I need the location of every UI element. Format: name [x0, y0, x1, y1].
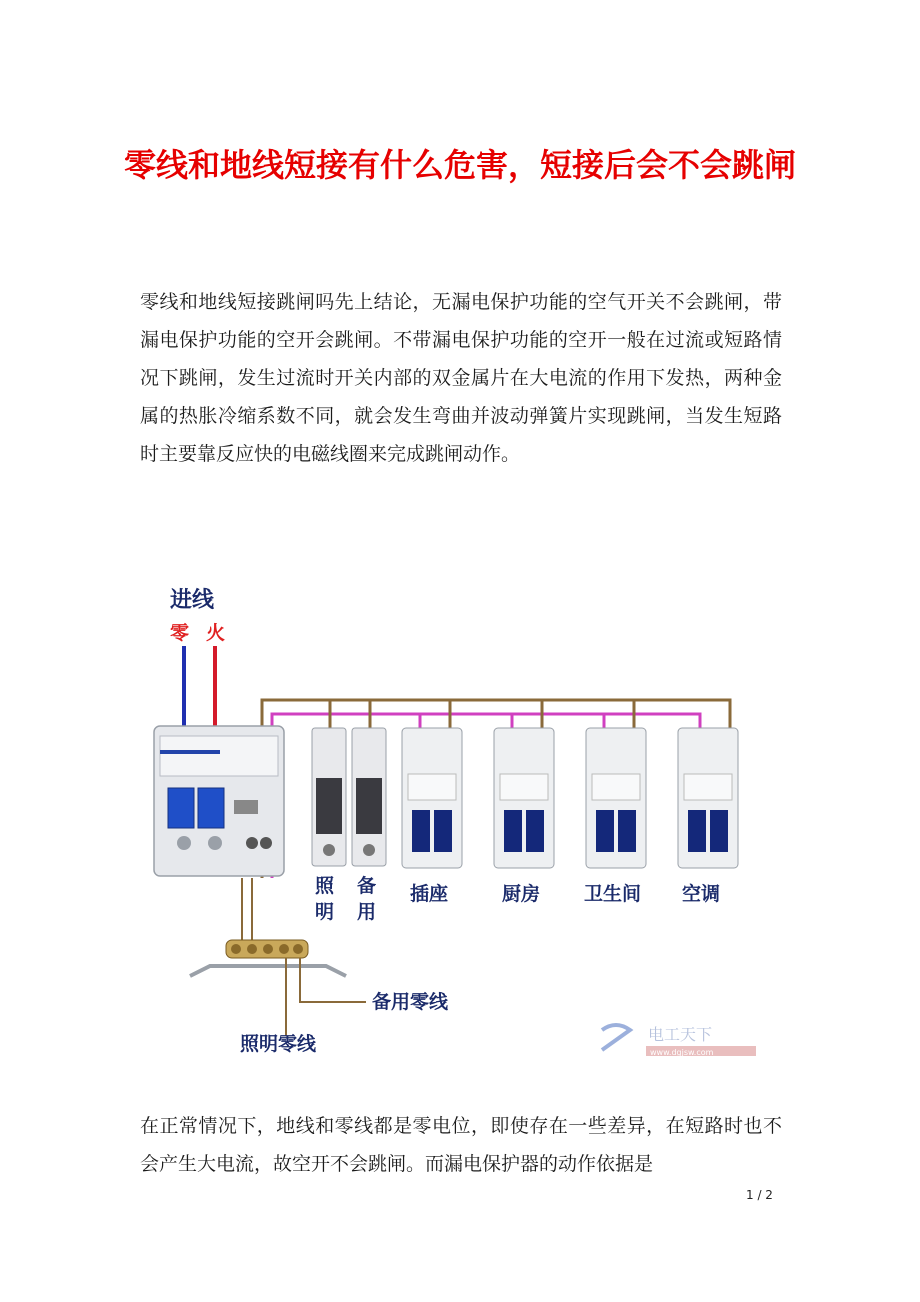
- label-kitchen: 厨房: [502, 883, 541, 905]
- lighting-neutral-label: 照明零线: [240, 1033, 317, 1055]
- live-label: 火: [206, 622, 226, 644]
- page-number: 1 / 2: [746, 1188, 773, 1202]
- neutral-terminal-bar: [190, 878, 366, 1036]
- breaker-socket: [402, 728, 462, 868]
- main-rcd-breaker: [154, 726, 284, 876]
- neutral-label: 零: [170, 622, 190, 644]
- watermark-url: www.dgjsw.com: [650, 1048, 714, 1057]
- label-lighting-1: 照: [315, 875, 335, 897]
- watermark-logo: [602, 1025, 756, 1057]
- label-aircon: 空调: [682, 883, 721, 905]
- body-paragraph-1: 零线和地线短接跳闸吗先上结论，无漏电保护功能的空气开关不会跳闸，带漏电保护功能的空开会跳闸。不带漏电保护功能的空开一般在过流或短路情况下跳闸，发生过流时开关内部的双金属片在大电流的作用下发热，两种金属的热胀冷缩系数不同，就会发生弯曲并波动弹簧片实现跳闸，当发生短路时主要靠反应快的电磁线圈来完成跳闸动作。: [140, 291, 782, 465]
- label-spare-2: 用: [357, 901, 377, 923]
- watermark-text: 电工天下: [648, 1025, 713, 1044]
- label-bathroom: 卫生间: [584, 883, 642, 905]
- label-socket: 插座: [410, 883, 449, 905]
- page-title: 零线和地线短接有什么危害，短接后会不会跳闸: [123, 146, 796, 184]
- label-spare-1: 备: [357, 875, 377, 897]
- breaker-kitchen: [494, 728, 554, 868]
- breaker-spare: [352, 728, 386, 866]
- body-paragraph-2: 在正常情况下，地线和零线都是零电位，即使存在一些差异，在短路时也不会产生大电流，故空开不会跳闸。而漏电保护器的动作依据是: [140, 1115, 782, 1175]
- wiring-diagram-figure: [140, 578, 782, 1068]
- breaker-bathroom: [586, 728, 646, 868]
- label-lighting-2: 明: [315, 901, 335, 923]
- distribution-box-diagram: [140, 578, 782, 1068]
- incoming-label: 进线: [170, 588, 215, 613]
- breaker-aircon: [678, 728, 738, 868]
- spare-neutral-label: 备用零线: [372, 991, 449, 1013]
- breaker-lighting: [312, 728, 346, 866]
